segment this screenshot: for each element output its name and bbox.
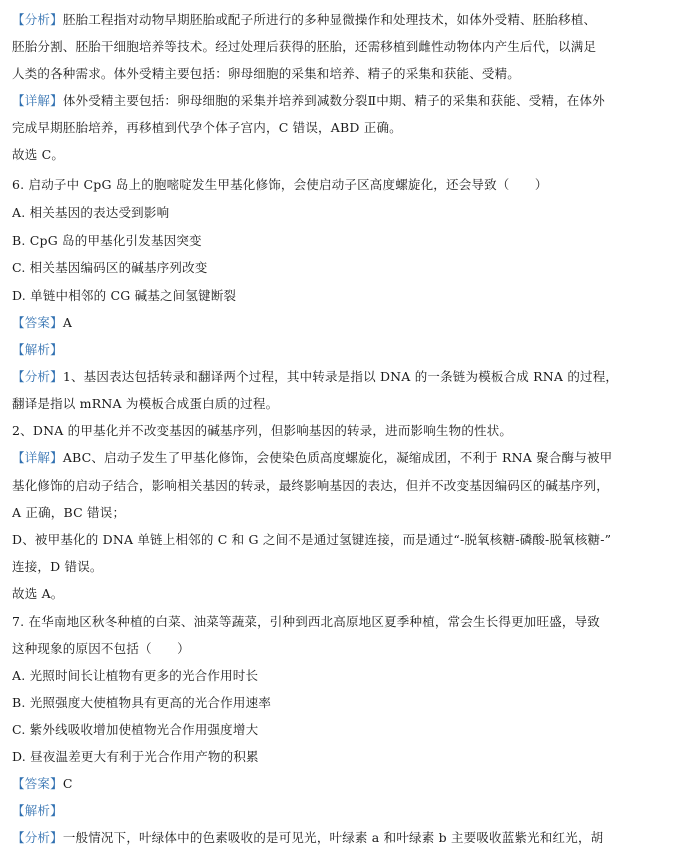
detail-tag: 【详解】 bbox=[12, 450, 63, 465]
question-6-option-d bbox=[12, 288, 684, 304]
line-text: 翻译是指以 mRNA 为模板合成蛋白质的过程。 bbox=[12, 396, 279, 411]
question-6-analysis-1 bbox=[12, 369, 684, 385]
line-text: A. 光照时间长让植物有更多的光合作用时长 bbox=[12, 668, 259, 683]
question-6-option-c bbox=[12, 260, 684, 276]
question-7-explanation-heading bbox=[12, 803, 684, 819]
analysis-line-3 bbox=[12, 66, 684, 82]
question-6-option-b bbox=[12, 233, 684, 249]
detail-line-2 bbox=[12, 120, 684, 136]
line-text: D. 昼夜温差更大有利于光合作用产物的积累 bbox=[12, 749, 259, 764]
line-text: 体外受精主要包括：卵母细胞的采集并培养到减数分裂Ⅱ中期、精子的采集和获能、受精，在体外 bbox=[62, 93, 605, 108]
question-6-explanation-heading bbox=[12, 342, 684, 358]
line-text: 这种现象的原因不包括（ ） bbox=[12, 641, 190, 656]
line-text: 一般情况下，叶绿体中的色素吸收的是可见光，叶绿素 a 和叶绿素 b 主要吸收蓝紫光和红光，胡 bbox=[62, 830, 604, 845]
line-text: C. 紫外线吸收增加使植物光合作用强度增大 bbox=[12, 722, 259, 737]
line-text: B. CpG 岛的甲基化引发基因突变 bbox=[12, 233, 202, 248]
line-text: 基化修饰的启动子结合，影响相关基因的转录，最终影响基因的表达，但并不改变基因编码区的碱基序列， bbox=[12, 478, 609, 493]
explanation-tag: 【解析】 bbox=[12, 342, 63, 357]
question-7-option-b bbox=[12, 695, 684, 711]
analysis-line-1 bbox=[12, 12, 684, 28]
question-7-answer bbox=[12, 776, 684, 792]
question-6-analysis-2 bbox=[12, 396, 684, 412]
question-6-option-a bbox=[12, 205, 684, 221]
line-text: 胚胎工程指对动物早期胚胎或配子所进行的多种显微操作和处理技术，如体外受精、胚胎移植、 bbox=[62, 12, 597, 27]
answer-tag: 【答案】 bbox=[12, 315, 63, 330]
line-text: D、被甲基化的 DNA 单链上相邻的 C 和 G 之间不是通过氢键连接，而是通过“-脱氧核糖-磷酸-脱氧核糖-” bbox=[12, 532, 612, 547]
answer-tag: 【答案】 bbox=[12, 776, 63, 791]
line-text: A 正确，BC 错误； bbox=[12, 505, 126, 520]
detail-tag: 【详解】 bbox=[12, 93, 63, 108]
line-text: 故选 A。 bbox=[12, 586, 64, 601]
analysis-tag: 【分析】 bbox=[12, 12, 63, 27]
analysis-tag: 【分析】 bbox=[12, 830, 63, 845]
line-text: 完成早期胚胎培养，再移植到代孕个体子宫内，C 错误，ABD 正确。 bbox=[12, 120, 402, 135]
line-text: D. 单链中相邻的 CG 碱基之间氢键断裂 bbox=[12, 288, 237, 303]
line-text: 1、基因表达包括转录和翻译两个过程，其中转录是指以 DNA 的一条链为模板合成 RNA 的过程， bbox=[62, 369, 619, 384]
question-7-stem-2 bbox=[12, 641, 684, 657]
answer-value: C bbox=[62, 776, 73, 791]
line-text: 人类的各种需求。体外受精主要包括：卵母细胞的采集和培养、精子的采集和获能、受精。 bbox=[12, 66, 521, 81]
conclusion-line bbox=[12, 147, 684, 163]
question-6-detail-5 bbox=[12, 559, 684, 575]
question-7-option-a bbox=[12, 668, 684, 684]
line-text: C. 相关基因编码区的碱基序列改变 bbox=[12, 260, 208, 275]
analysis-tag: 【分析】 bbox=[12, 369, 63, 384]
line-text: 连接，D 错误。 bbox=[12, 559, 103, 574]
answer-value: A bbox=[62, 315, 73, 330]
question-7-option-c bbox=[12, 722, 684, 738]
line-text: 故选 C。 bbox=[12, 147, 65, 162]
question-6-detail-3 bbox=[12, 505, 684, 521]
line-text: A. 相关基因的表达受到影响 bbox=[12, 205, 170, 220]
question-6-conclusion bbox=[12, 586, 684, 602]
question-6-answer bbox=[12, 315, 684, 331]
line-text: 胚胎分割、胚胎干细胞培养等技术。经过处理后获得的胚胎，还需移植到雌性动物体内产生后代，以满足 bbox=[12, 39, 597, 54]
analysis-line-2 bbox=[12, 39, 684, 55]
explanation-tag: 【解析】 bbox=[12, 803, 63, 818]
question-6-stem bbox=[12, 177, 684, 193]
question-6-analysis-3 bbox=[12, 423, 684, 439]
question-7-stem-1 bbox=[12, 614, 684, 630]
line-text: 2、DNA 的甲基化并不改变基因的碱基序列，但影响基因的转录，进而影响生物的性状。 bbox=[12, 423, 513, 438]
question-6-detail-4 bbox=[12, 532, 684, 548]
question-6-detail-1 bbox=[12, 450, 684, 466]
line-text: 7. 在华南地区秋冬种植的白菜、油菜等蔬菜，引种到西北高原地区夏季种植，常会生长得更加旺盛，导致 bbox=[12, 614, 601, 629]
question-7-analysis-1 bbox=[12, 830, 684, 846]
line-text: B. 光照强度大使植物具有更高的光合作用速率 bbox=[12, 695, 272, 710]
line-text: ABC、启动子发生了甲基化修饰，会使染色质高度螺旋化，凝缩成团，不利于 RNA 聚合酶与被甲 bbox=[62, 450, 613, 465]
detail-line-1 bbox=[12, 93, 684, 109]
question-6-detail-2 bbox=[12, 478, 684, 494]
line-text: 6. 启动子中 CpG 岛上的胞嘧啶发生甲基化修饰，会使启动子区高度螺旋化，还会导致（ ） bbox=[12, 177, 548, 192]
question-7-option-d bbox=[12, 749, 684, 765]
